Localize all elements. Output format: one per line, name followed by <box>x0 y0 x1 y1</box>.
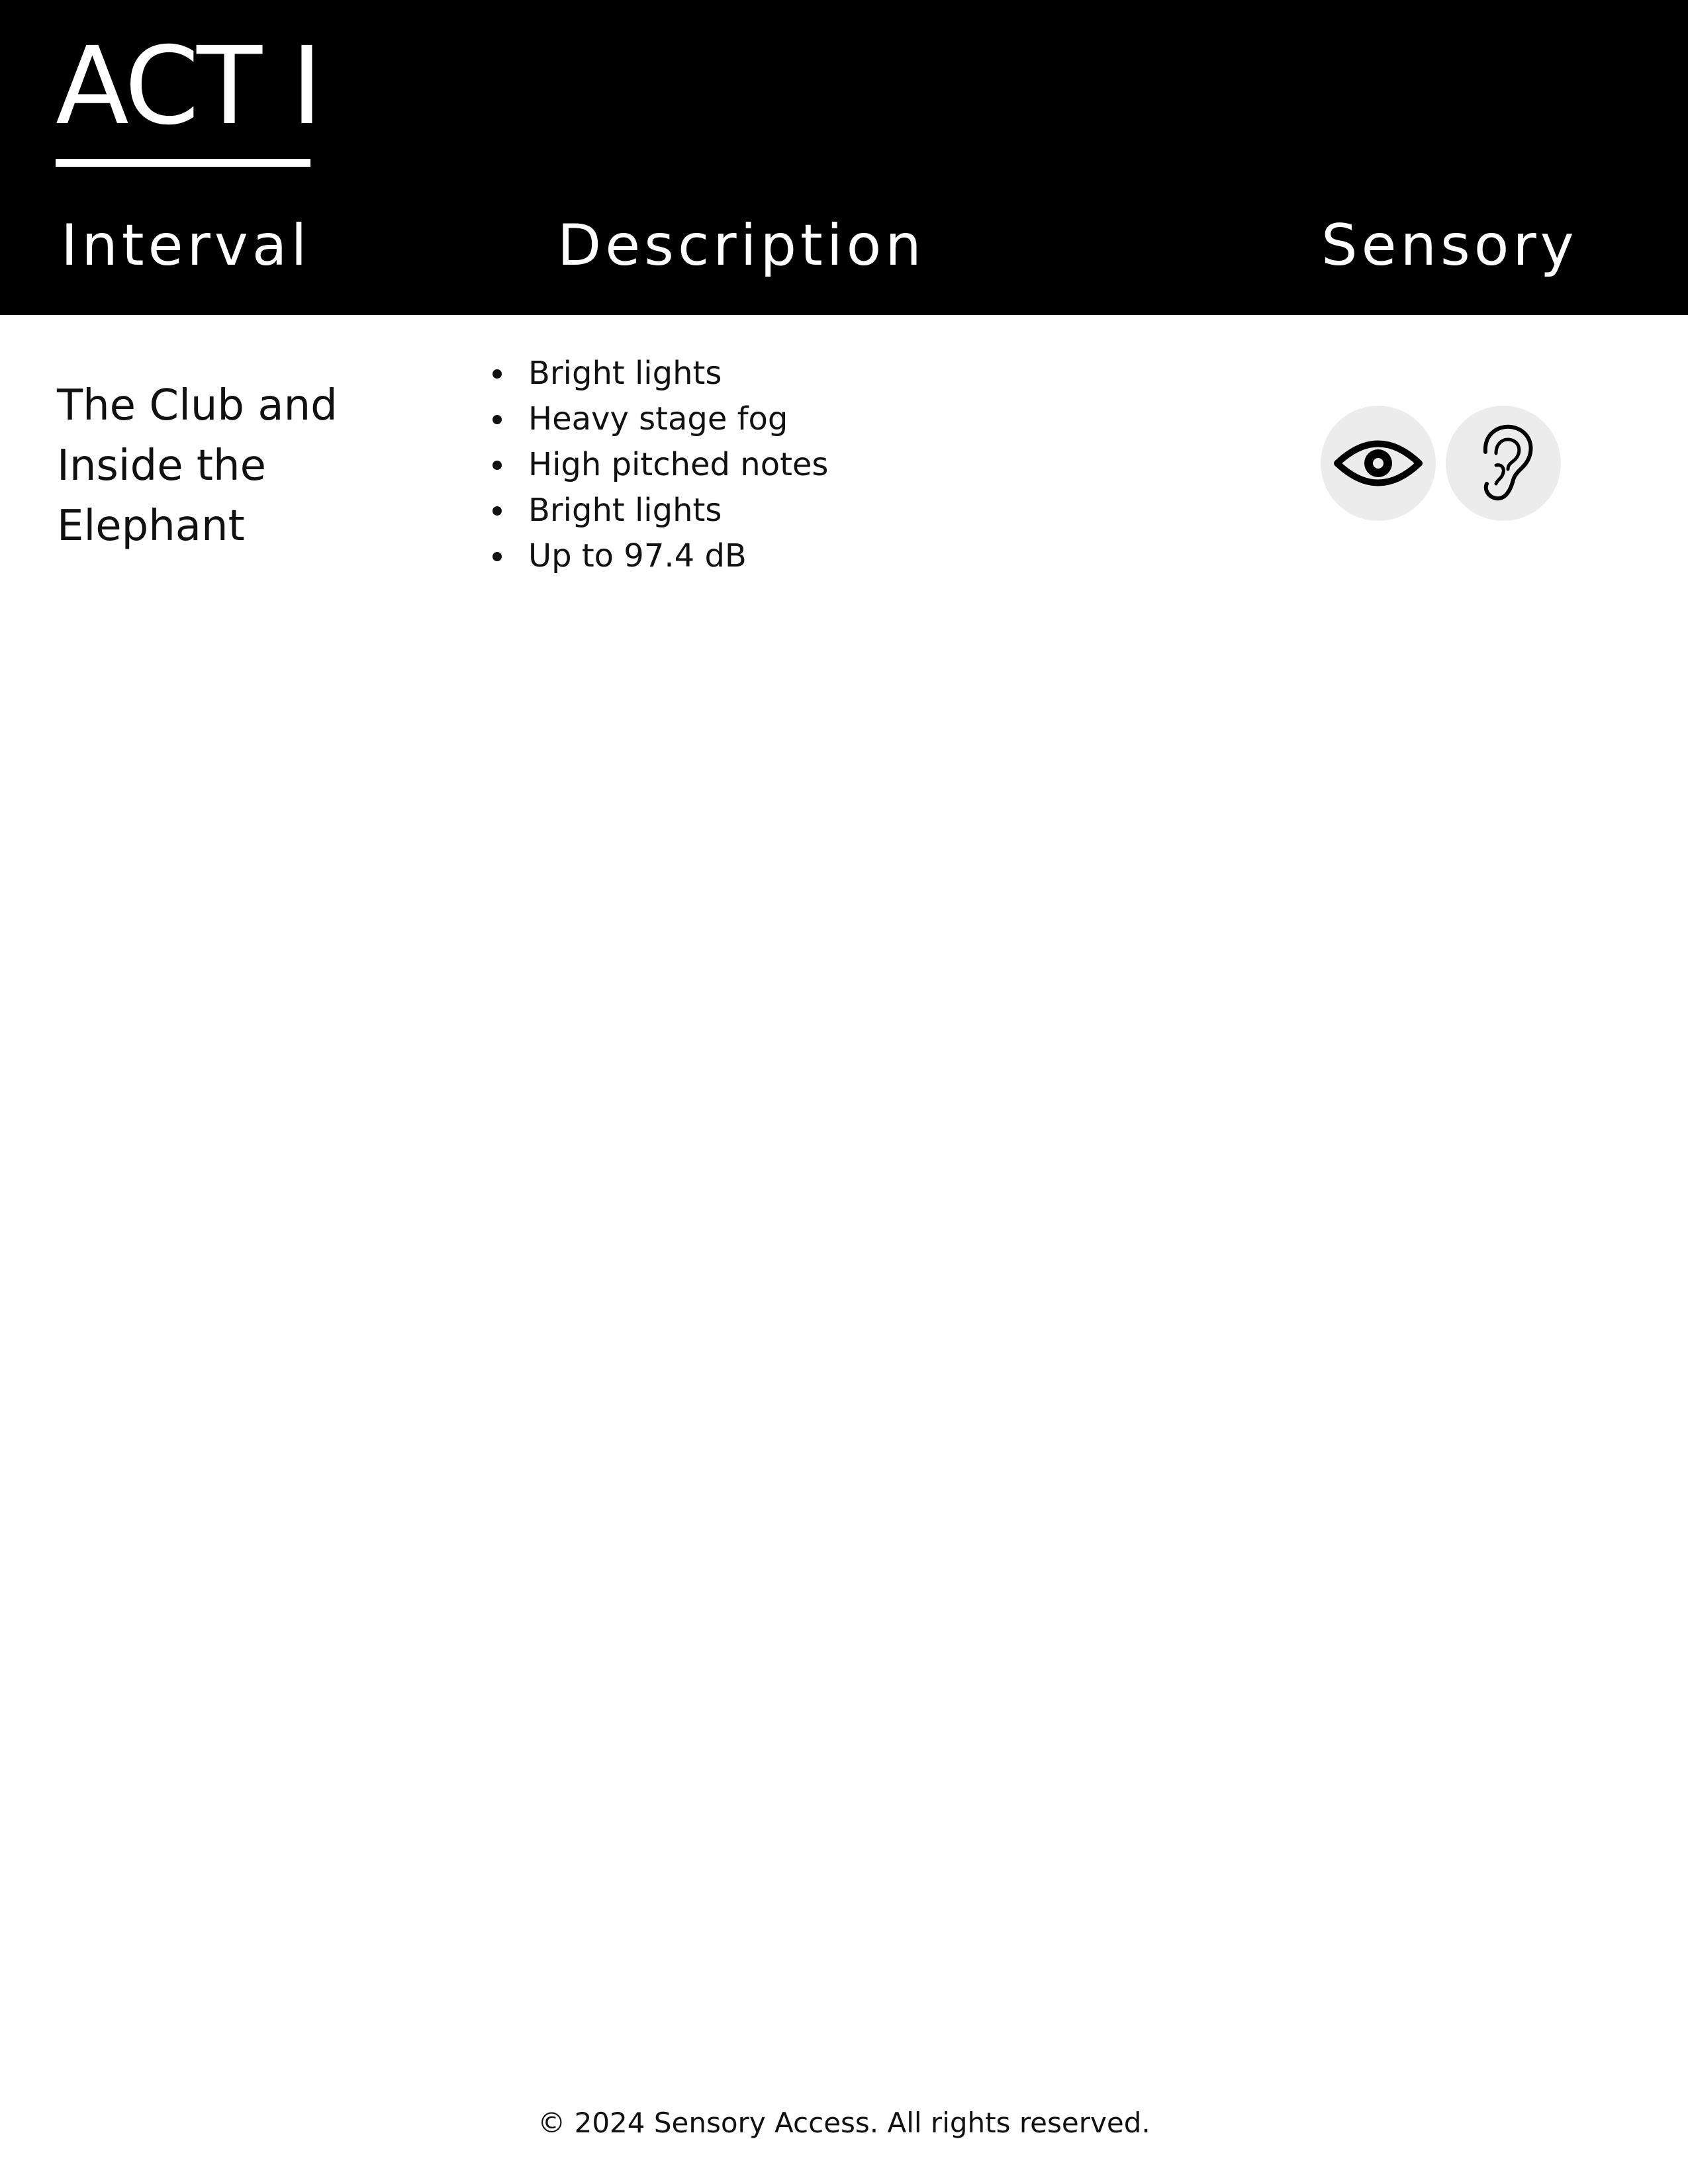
description-list <box>489 351 828 579</box>
page-header <box>0 0 1688 315</box>
description-item <box>489 351 828 396</box>
bullet-icon <box>492 552 502 561</box>
description-item-text: Heavy stage fog <box>528 400 788 437</box>
bullet-icon <box>492 461 502 470</box>
column-header-sensory: Sensory <box>1321 212 1578 279</box>
description-item <box>489 533 828 579</box>
description-item-text: Up to 97.4 dB <box>528 537 747 574</box>
footer-copyright: © 2024 Sensory Access. All rights reserved. <box>538 2107 1150 2139</box>
bullet-icon <box>492 369 502 379</box>
interval-name: The Club and Inside the Elephant <box>57 381 338 551</box>
act-title-underline <box>56 159 310 167</box>
description-item-text: High pitched notes <box>528 446 829 483</box>
description-item <box>489 442 828 488</box>
column-header-description: Description <box>557 212 925 279</box>
column-header-interval: Interval <box>61 212 311 279</box>
bullet-icon <box>492 415 502 424</box>
ear-icon <box>1446 406 1561 521</box>
description-item <box>489 488 828 533</box>
bullet-icon <box>492 506 502 516</box>
eye-icon <box>1321 406 1436 521</box>
description-item <box>489 396 828 442</box>
act-title: ACT I <box>56 24 320 149</box>
description-item-text: Bright lights <box>528 492 722 529</box>
description-item-text: Bright lights <box>528 355 722 392</box>
